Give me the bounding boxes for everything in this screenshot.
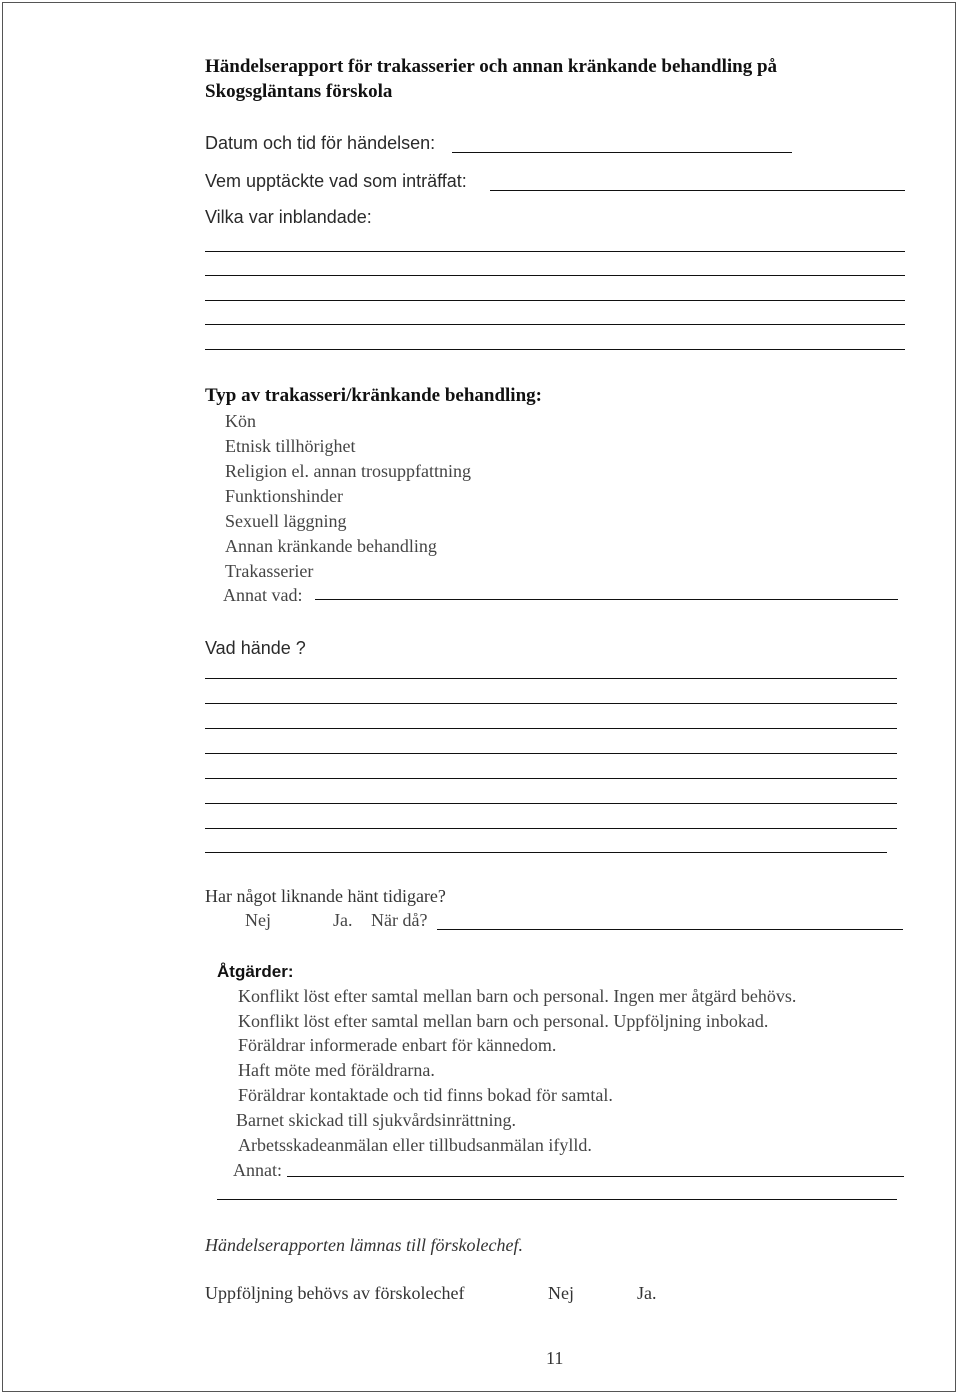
atgard-option-6[interactable]: Barnet skickad till sjukvårdsinrättning. (236, 1110, 516, 1130)
note-text: Händelserapporten lämnas till förskolechef. (205, 1235, 523, 1255)
atgard-option-4[interactable]: Haft möte med föräldrarna. (238, 1060, 435, 1080)
vem-line[interactable] (490, 190, 905, 191)
vad-hande-line-2[interactable] (205, 703, 897, 704)
atgard-option-3[interactable]: Föräldrar informerade enbart för kännedom. (238, 1035, 557, 1055)
typ-option-annat[interactable]: Annat vad: (223, 585, 303, 605)
uppfoljning-nej-option[interactable]: Nej (548, 1283, 574, 1303)
atgard-option-2[interactable]: Konflikt löst efter samtal mellan barn och personal. Uppföljning inbokad. (238, 1011, 769, 1031)
datum-label: Datum och tid för händelsen: (205, 133, 436, 153)
atgarder-heading: Åtgärder: (217, 962, 294, 981)
page-border (2, 2, 956, 1392)
uppfoljning-label: Uppföljning behövs av förskolechef (205, 1283, 465, 1303)
vilka-label: Vilka var inblandade: (205, 207, 372, 227)
vem-label: Vem upptäckte vad som inträffat: (205, 171, 467, 191)
page-number: 11 (546, 1348, 564, 1368)
tidigare-ja-option[interactable]: Ja. (333, 910, 353, 930)
tidigare-nar-label: När då? (371, 910, 428, 930)
nar-da-line[interactable] (437, 929, 903, 930)
vilka-line-1[interactable] (205, 251, 905, 252)
vilka-line-4[interactable] (205, 324, 905, 325)
uppfoljning-ja-option[interactable]: Ja. (637, 1283, 657, 1303)
vilka-line-3[interactable] (205, 300, 905, 301)
annat-line-2[interactable] (217, 1199, 897, 1200)
form-title-line1: Händelserapport för trakasserier och annan kränkande behandling på (205, 56, 778, 77)
atgard-option-5[interactable]: Föräldrar kontaktade och tid finns bokad för samtal. (238, 1085, 613, 1105)
vad-hande-line-1[interactable] (205, 678, 897, 679)
vilka-line-5[interactable] (205, 349, 905, 350)
typ-option-religion[interactable]: Religion el. annan trosuppfattning (225, 461, 471, 481)
vad-hande-label: Vad hände ? (205, 638, 306, 658)
atgard-option-annat[interactable]: Annat: (233, 1160, 282, 1180)
atgard-option-1[interactable]: Konflikt löst efter samtal mellan barn och personal. Ingen mer åtgärd behövs. (238, 986, 797, 1006)
tidigare-nej-option[interactable]: Nej (245, 910, 271, 930)
vad-hande-line-5[interactable] (205, 778, 897, 779)
annat-line-1[interactable] (287, 1176, 904, 1177)
vad-hande-line-4[interactable] (205, 753, 897, 754)
vad-hande-line-7[interactable] (205, 828, 897, 829)
typ-option-funktionshinder[interactable]: Funktionshinder (225, 486, 344, 506)
datum-line[interactable] (452, 152, 792, 153)
typ-option-sexuell[interactable]: Sexuell läggning (225, 511, 347, 531)
typ-option-trakasserier[interactable]: Trakasserier (225, 561, 314, 581)
vilka-line-2[interactable] (205, 275, 905, 276)
vad-hande-line-6[interactable] (205, 803, 897, 804)
annat-vad-line[interactable] (315, 599, 898, 600)
form-title-line2: Skogsgläntans förskola (205, 81, 393, 102)
tidigare-question: Har något liknande hänt tidigare? (205, 886, 446, 906)
typ-heading: Typ av trakasseri/kränkande behandling: (205, 385, 542, 406)
typ-option-kon[interactable]: Kön (225, 411, 256, 431)
vad-hande-line-3[interactable] (205, 728, 897, 729)
typ-option-annan[interactable]: Annan kränkande behandling (225, 536, 437, 556)
typ-option-etnisk[interactable]: Etnisk tillhörighet (225, 436, 356, 456)
vad-hande-line-8[interactable] (205, 852, 887, 853)
atgard-option-7[interactable]: Arbetsskadeanmälan eller tillbudsanmälan ifylld. (238, 1135, 592, 1155)
